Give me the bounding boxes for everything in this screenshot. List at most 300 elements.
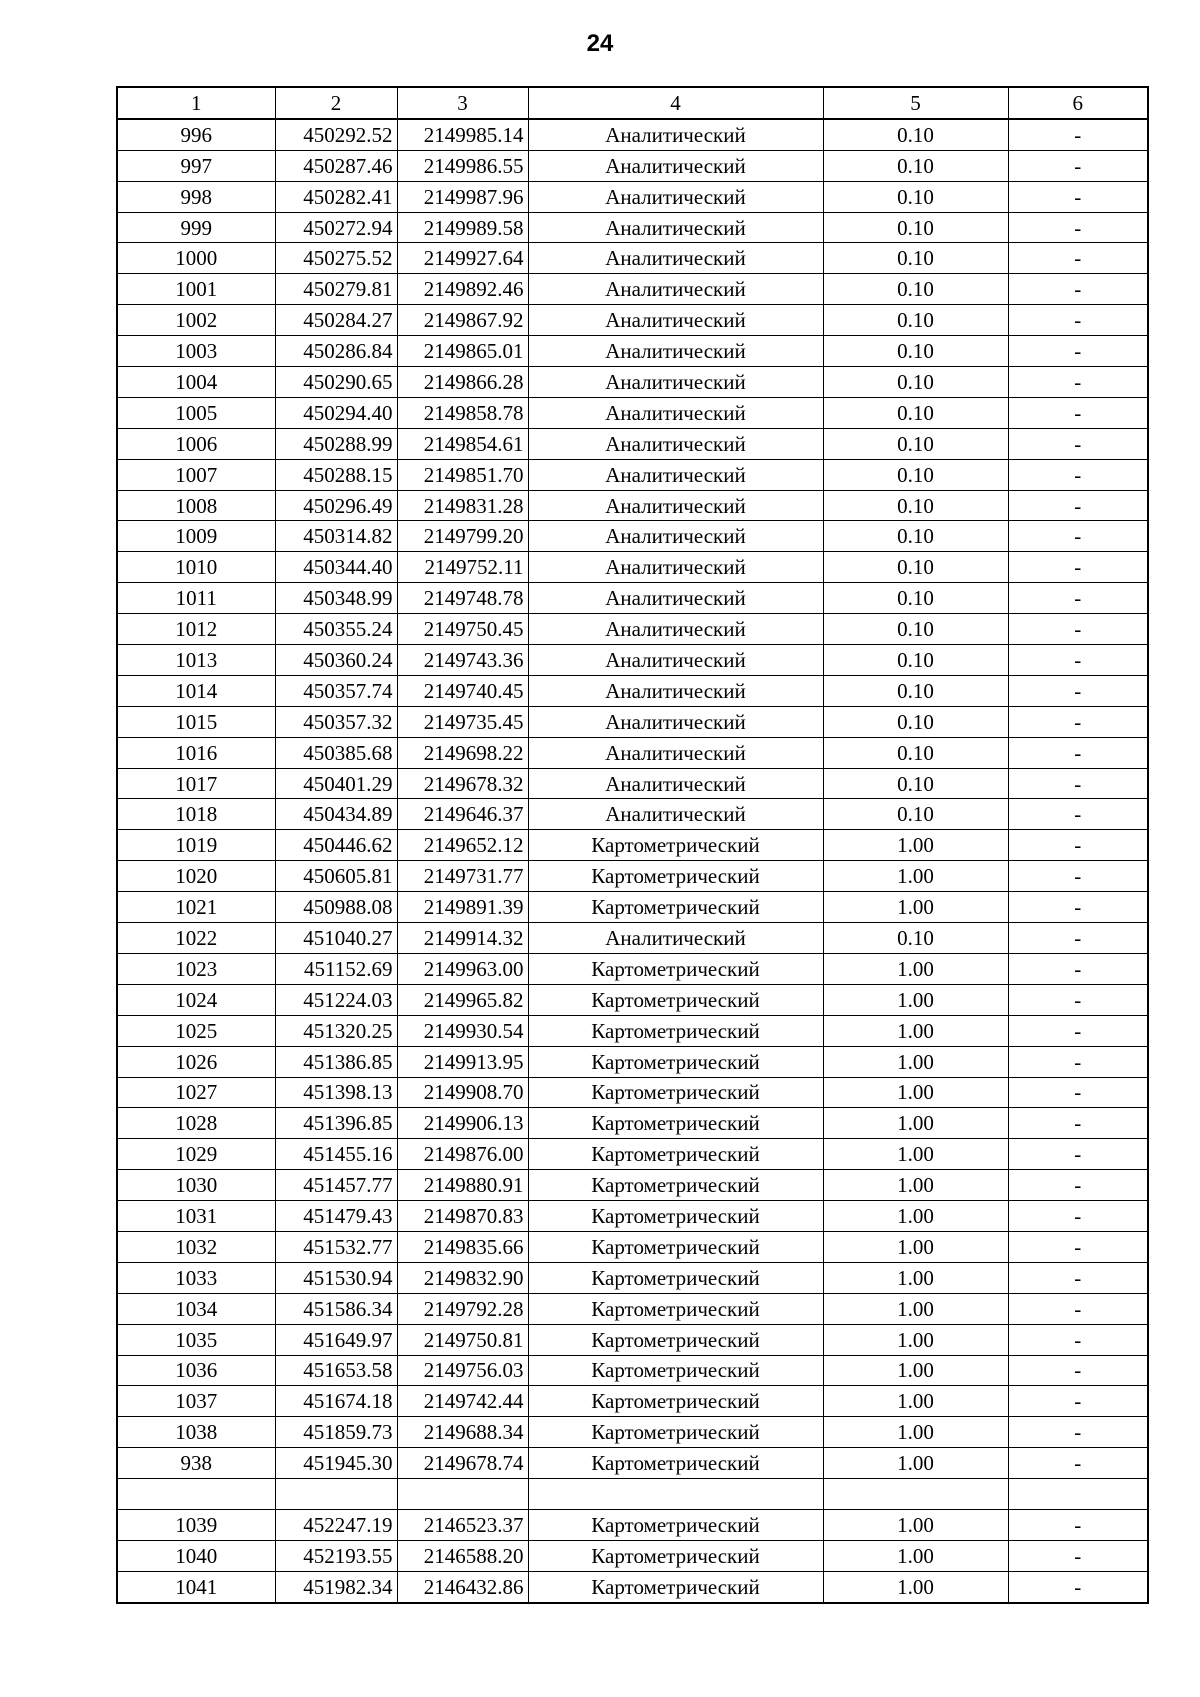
y-coordinate-cell: 2146523.37 (397, 1509, 528, 1540)
note-cell: - (1008, 1170, 1148, 1201)
note-cell: - (1008, 397, 1148, 428)
y-coordinate-cell: 2149965.82 (397, 984, 528, 1015)
method-cell: Картометрический (528, 1170, 823, 1201)
x-coordinate-cell: 450344.40 (275, 552, 397, 583)
accuracy-cell: 1.00 (823, 1015, 1008, 1046)
accuracy-cell (823, 1479, 1008, 1510)
y-coordinate-cell: 2149858.78 (397, 397, 528, 428)
table-row (117, 1170, 1148, 1201)
table-row (117, 953, 1148, 984)
note-cell: - (1008, 1386, 1148, 1417)
method-cell: Аналитический (528, 645, 823, 676)
table-row (117, 861, 1148, 892)
point-number-cell: 1034 (117, 1293, 275, 1324)
table-row (117, 552, 1148, 583)
note-cell: - (1008, 1571, 1148, 1602)
note-cell: - (1008, 1448, 1148, 1479)
note-cell: - (1008, 830, 1148, 861)
accuracy-cell: 0.10 (823, 583, 1008, 614)
y-coordinate-cell: 2149851.70 (397, 459, 528, 490)
y-coordinate-cell: 2149906.13 (397, 1108, 528, 1139)
x-coordinate-cell: 450314.82 (275, 521, 397, 552)
note-cell: - (1008, 181, 1148, 212)
x-coordinate-cell: 452193.55 (275, 1540, 397, 1571)
point-number-cell: 1007 (117, 459, 275, 490)
point-number-cell: 996 (117, 119, 275, 150)
method-cell: Аналитический (528, 397, 823, 428)
table-row (117, 274, 1148, 305)
x-coordinate-cell: 451530.94 (275, 1262, 397, 1293)
point-number-cell: 1024 (117, 984, 275, 1015)
accuracy-cell: 1.00 (823, 1386, 1008, 1417)
method-cell: Аналитический (528, 243, 823, 274)
coordinates-table (116, 86, 1149, 1604)
accuracy-cell: 0.10 (823, 305, 1008, 336)
x-coordinate-cell: 450284.27 (275, 305, 397, 336)
method-cell: Картометрический (528, 1417, 823, 1448)
table-row (117, 1231, 1148, 1262)
point-number-cell: 1001 (117, 274, 275, 305)
point-number-cell: 1033 (117, 1262, 275, 1293)
point-number-cell: 1018 (117, 799, 275, 830)
method-cell: Аналитический (528, 923, 823, 954)
table-row (117, 397, 1148, 428)
column-header-4: 4 (528, 87, 823, 119)
y-coordinate-cell: 2149989.58 (397, 212, 528, 243)
point-number-cell: 1037 (117, 1386, 275, 1417)
note-cell: - (1008, 1201, 1148, 1232)
accuracy-cell: 1.00 (823, 1231, 1008, 1262)
y-coordinate-cell: 2149678.32 (397, 768, 528, 799)
note-cell: - (1008, 645, 1148, 676)
x-coordinate-cell: 451649.97 (275, 1324, 397, 1355)
y-coordinate-cell: 2149688.34 (397, 1417, 528, 1448)
x-coordinate-cell: 450275.52 (275, 243, 397, 274)
method-cell: Картометрический (528, 1355, 823, 1386)
note-cell: - (1008, 984, 1148, 1015)
accuracy-cell: 0.10 (823, 243, 1008, 274)
point-number-cell: 1027 (117, 1077, 275, 1108)
table-row (117, 181, 1148, 212)
y-coordinate-cell: 2149750.45 (397, 614, 528, 645)
method-cell: Аналитический (528, 459, 823, 490)
point-number-cell: 1020 (117, 861, 275, 892)
table-body (117, 119, 1148, 1603)
method-cell: Картометрический (528, 1201, 823, 1232)
accuracy-cell: 1.00 (823, 984, 1008, 1015)
y-coordinate-cell: 2149750.81 (397, 1324, 528, 1355)
table-row (117, 830, 1148, 861)
note-cell: - (1008, 150, 1148, 181)
table-row (117, 737, 1148, 768)
point-number-cell: 1030 (117, 1170, 275, 1201)
method-cell: Картометрический (528, 892, 823, 923)
note-cell: - (1008, 521, 1148, 552)
accuracy-cell: 0.10 (823, 428, 1008, 459)
note-cell: - (1008, 1540, 1148, 1571)
note-cell: - (1008, 614, 1148, 645)
table-row (117, 1417, 1148, 1448)
accuracy-cell: 1.00 (823, 1201, 1008, 1232)
y-coordinate-cell: 2149867.92 (397, 305, 528, 336)
method-cell: Картометрический (528, 1139, 823, 1170)
note-cell: - (1008, 243, 1148, 274)
point-number-cell: 1003 (117, 336, 275, 367)
table-row (117, 305, 1148, 336)
method-cell: Картометрический (528, 1324, 823, 1355)
accuracy-cell: 0.10 (823, 768, 1008, 799)
table-header-row (117, 87, 1148, 119)
y-coordinate-cell: 2149987.96 (397, 181, 528, 212)
point-number-cell: 1038 (117, 1417, 275, 1448)
table-row (117, 1015, 1148, 1046)
note-cell: - (1008, 1417, 1148, 1448)
point-number-cell: 1021 (117, 892, 275, 923)
table-row (117, 1324, 1148, 1355)
note-cell: - (1008, 1293, 1148, 1324)
method-cell: Картометрический (528, 984, 823, 1015)
method-cell: Картометрический (528, 1231, 823, 1262)
point-number-cell: 1002 (117, 305, 275, 336)
point-number-cell: 1006 (117, 428, 275, 459)
method-cell: Аналитический (528, 428, 823, 459)
y-coordinate-cell: 2149892.46 (397, 274, 528, 305)
accuracy-cell: 1.00 (823, 1448, 1008, 1479)
point-number-cell: 1035 (117, 1324, 275, 1355)
note-cell: - (1008, 119, 1148, 150)
accuracy-cell: 1.00 (823, 1077, 1008, 1108)
accuracy-cell: 0.10 (823, 490, 1008, 521)
method-cell: Аналитический (528, 737, 823, 768)
point-number-cell: 1028 (117, 1108, 275, 1139)
y-coordinate-cell: 2149866.28 (397, 367, 528, 398)
method-cell: Картометрический (528, 1015, 823, 1046)
table-row (117, 645, 1148, 676)
method-cell: Аналитический (528, 367, 823, 398)
point-number-cell: 1009 (117, 521, 275, 552)
point-number-cell: 1008 (117, 490, 275, 521)
method-cell: Аналитический (528, 119, 823, 150)
method-cell: Аналитический (528, 336, 823, 367)
x-coordinate-cell: 450288.99 (275, 428, 397, 459)
y-coordinate-cell: 2149930.54 (397, 1015, 528, 1046)
x-coordinate-cell: 450357.74 (275, 675, 397, 706)
table-row (117, 1571, 1148, 1602)
y-coordinate-cell: 2149835.66 (397, 1231, 528, 1262)
x-coordinate-cell: 451859.73 (275, 1417, 397, 1448)
point-number-cell (117, 1479, 275, 1510)
y-coordinate-cell: 2149742.44 (397, 1386, 528, 1417)
note-cell: - (1008, 1108, 1148, 1139)
y-coordinate-cell: 2149799.20 (397, 521, 528, 552)
note-cell: - (1008, 1509, 1148, 1540)
accuracy-cell: 0.10 (823, 552, 1008, 583)
method-cell: Аналитический (528, 675, 823, 706)
y-coordinate-cell: 2149986.55 (397, 150, 528, 181)
x-coordinate-cell: 450348.99 (275, 583, 397, 614)
note-cell: - (1008, 706, 1148, 737)
method-cell: Аналитический (528, 490, 823, 521)
note-cell (1008, 1479, 1148, 1510)
method-cell: Аналитический (528, 150, 823, 181)
accuracy-cell: 1.00 (823, 1046, 1008, 1077)
accuracy-cell: 0.10 (823, 923, 1008, 954)
column-header-5: 5 (823, 87, 1008, 119)
accuracy-cell: 1.00 (823, 861, 1008, 892)
note-cell: - (1008, 428, 1148, 459)
point-number-cell: 1013 (117, 645, 275, 676)
point-number-cell: 998 (117, 181, 275, 212)
accuracy-cell: 1.00 (823, 830, 1008, 861)
x-coordinate-cell: 451398.13 (275, 1077, 397, 1108)
point-number-cell: 1032 (117, 1231, 275, 1262)
point-number-cell: 1022 (117, 923, 275, 954)
point-number-cell: 1012 (117, 614, 275, 645)
accuracy-cell: 1.00 (823, 1324, 1008, 1355)
note-cell: - (1008, 274, 1148, 305)
y-coordinate-cell: 2149880.91 (397, 1170, 528, 1201)
table-row (117, 1108, 1148, 1139)
table-row (117, 1509, 1148, 1540)
method-cell: Аналитический (528, 583, 823, 614)
y-coordinate-cell: 2149832.90 (397, 1262, 528, 1293)
y-coordinate-cell: 2149891.39 (397, 892, 528, 923)
accuracy-cell: 0.10 (823, 614, 1008, 645)
x-coordinate-cell (275, 1479, 397, 1510)
y-coordinate-cell: 2149646.37 (397, 799, 528, 830)
x-coordinate-cell: 451653.58 (275, 1355, 397, 1386)
accuracy-cell: 1.00 (823, 1170, 1008, 1201)
point-number-cell: 1019 (117, 830, 275, 861)
note-cell: - (1008, 490, 1148, 521)
note-cell: - (1008, 1262, 1148, 1293)
accuracy-cell: 1.00 (823, 1293, 1008, 1324)
x-coordinate-cell: 451040.27 (275, 923, 397, 954)
point-number-cell: 1025 (117, 1015, 275, 1046)
accuracy-cell: 0.10 (823, 397, 1008, 428)
accuracy-cell: 0.10 (823, 150, 1008, 181)
accuracy-cell: 0.10 (823, 336, 1008, 367)
method-cell: Аналитический (528, 768, 823, 799)
point-number-cell: 1041 (117, 1571, 275, 1602)
x-coordinate-cell: 451396.85 (275, 1108, 397, 1139)
y-coordinate-cell: 2149652.12 (397, 830, 528, 861)
x-coordinate-cell: 451386.85 (275, 1046, 397, 1077)
point-number-cell: 1015 (117, 706, 275, 737)
method-cell: Картометрический (528, 861, 823, 892)
table-row (117, 1201, 1148, 1232)
x-coordinate-cell: 450360.24 (275, 645, 397, 676)
note-cell: - (1008, 1231, 1148, 1262)
x-coordinate-cell: 450355.24 (275, 614, 397, 645)
y-coordinate-cell: 2146588.20 (397, 1540, 528, 1571)
y-coordinate-cell: 2149756.03 (397, 1355, 528, 1386)
table-row (117, 1262, 1148, 1293)
point-number-cell: 1031 (117, 1201, 275, 1232)
accuracy-cell: 0.10 (823, 367, 1008, 398)
point-number-cell: 997 (117, 150, 275, 181)
x-coordinate-cell: 450605.81 (275, 861, 397, 892)
accuracy-cell: 1.00 (823, 1571, 1008, 1602)
x-coordinate-cell: 452247.19 (275, 1509, 397, 1540)
table-row (117, 1046, 1148, 1077)
accuracy-cell: 0.10 (823, 274, 1008, 305)
note-cell: - (1008, 768, 1148, 799)
table-row (117, 892, 1148, 923)
table-row (117, 1293, 1148, 1324)
note-cell: - (1008, 1046, 1148, 1077)
x-coordinate-cell: 450290.65 (275, 367, 397, 398)
method-cell: Картометрический (528, 1448, 823, 1479)
accuracy-cell: 1.00 (823, 1540, 1008, 1571)
x-coordinate-cell: 451457.77 (275, 1170, 397, 1201)
note-cell: - (1008, 1139, 1148, 1170)
y-coordinate-cell: 2149743.36 (397, 645, 528, 676)
note-cell: - (1008, 1077, 1148, 1108)
table-row (117, 675, 1148, 706)
accuracy-cell: 0.10 (823, 706, 1008, 737)
column-header-1: 1 (117, 87, 275, 119)
table-row (117, 1077, 1148, 1108)
x-coordinate-cell: 450282.41 (275, 181, 397, 212)
point-number-cell: 1029 (117, 1139, 275, 1170)
x-coordinate-cell: 451945.30 (275, 1448, 397, 1479)
table-row (117, 150, 1148, 181)
x-coordinate-cell: 451982.34 (275, 1571, 397, 1602)
table-row (117, 768, 1148, 799)
x-coordinate-cell: 451532.77 (275, 1231, 397, 1262)
note-cell: - (1008, 892, 1148, 923)
point-number-cell: 1000 (117, 243, 275, 274)
table-row (117, 367, 1148, 398)
method-cell: Картометрический (528, 1077, 823, 1108)
note-cell: - (1008, 1015, 1148, 1046)
point-number-cell: 1016 (117, 737, 275, 768)
y-coordinate-cell (397, 1479, 528, 1510)
note-cell: - (1008, 675, 1148, 706)
note-cell: - (1008, 799, 1148, 830)
table-row (117, 459, 1148, 490)
method-cell: Картометрический (528, 1293, 823, 1324)
method-cell: Аналитический (528, 521, 823, 552)
y-coordinate-cell: 2149752.11 (397, 552, 528, 583)
x-coordinate-cell: 450279.81 (275, 274, 397, 305)
table-row (117, 521, 1148, 552)
note-cell: - (1008, 336, 1148, 367)
y-coordinate-cell: 2149731.77 (397, 861, 528, 892)
point-number-cell: 1039 (117, 1509, 275, 1540)
method-cell: Аналитический (528, 614, 823, 645)
x-coordinate-cell: 451152.69 (275, 953, 397, 984)
note-cell: - (1008, 923, 1148, 954)
point-number-cell: 1005 (117, 397, 275, 428)
y-coordinate-cell: 2149963.00 (397, 953, 528, 984)
y-coordinate-cell: 2146432.86 (397, 1571, 528, 1602)
x-coordinate-cell: 450292.52 (275, 119, 397, 150)
accuracy-cell: 0.10 (823, 521, 1008, 552)
y-coordinate-cell: 2149985.14 (397, 119, 528, 150)
column-header-6: 6 (1008, 87, 1148, 119)
method-cell: Аналитический (528, 305, 823, 336)
point-number-cell: 1026 (117, 1046, 275, 1077)
table-row (117, 336, 1148, 367)
column-header-2: 2 (275, 87, 397, 119)
method-cell: Аналитический (528, 552, 823, 583)
method-cell: Картометрический (528, 1571, 823, 1602)
method-cell: Картометрический (528, 1046, 823, 1077)
accuracy-cell: 0.10 (823, 799, 1008, 830)
point-number-cell: 1004 (117, 367, 275, 398)
table-row (117, 706, 1148, 737)
table-row (117, 490, 1148, 521)
x-coordinate-cell: 450296.49 (275, 490, 397, 521)
x-coordinate-cell: 451320.25 (275, 1015, 397, 1046)
table-row (117, 428, 1148, 459)
x-coordinate-cell: 450385.68 (275, 737, 397, 768)
method-cell: Картометрический (528, 1262, 823, 1293)
method-cell: Картометрический (528, 953, 823, 984)
point-number-cell: 999 (117, 212, 275, 243)
accuracy-cell: 0.10 (823, 675, 1008, 706)
method-cell: Аналитический (528, 212, 823, 243)
y-coordinate-cell: 2149927.64 (397, 243, 528, 274)
y-coordinate-cell: 2149865.01 (397, 336, 528, 367)
method-cell: Картометрический (528, 1108, 823, 1139)
point-number-cell: 1036 (117, 1355, 275, 1386)
column-header-3: 3 (397, 87, 528, 119)
table-row (117, 1448, 1148, 1479)
note-cell: - (1008, 953, 1148, 984)
note-cell: - (1008, 305, 1148, 336)
note-cell: - (1008, 212, 1148, 243)
note-cell: - (1008, 737, 1148, 768)
table-row (117, 212, 1148, 243)
accuracy-cell: 0.10 (823, 181, 1008, 212)
table-row (117, 583, 1148, 614)
table-row (117, 119, 1148, 150)
y-coordinate-cell: 2149678.74 (397, 1448, 528, 1479)
x-coordinate-cell: 451586.34 (275, 1293, 397, 1324)
x-coordinate-cell: 450288.15 (275, 459, 397, 490)
method-cell: Аналитический (528, 181, 823, 212)
y-coordinate-cell: 2149908.70 (397, 1077, 528, 1108)
accuracy-cell: 0.10 (823, 645, 1008, 676)
accuracy-cell: 1.00 (823, 892, 1008, 923)
x-coordinate-cell: 451224.03 (275, 984, 397, 1015)
table-row (117, 1386, 1148, 1417)
x-coordinate-cell: 450272.94 (275, 212, 397, 243)
y-coordinate-cell: 2149792.28 (397, 1293, 528, 1324)
note-cell: - (1008, 861, 1148, 892)
method-cell: Картометрический (528, 1540, 823, 1571)
y-coordinate-cell: 2149854.61 (397, 428, 528, 459)
accuracy-cell: 1.00 (823, 1108, 1008, 1139)
page-number: 24 (586, 30, 614, 57)
x-coordinate-cell: 451674.18 (275, 1386, 397, 1417)
note-cell: - (1008, 1355, 1148, 1386)
x-coordinate-cell: 451455.16 (275, 1139, 397, 1170)
x-coordinate-cell: 450357.32 (275, 706, 397, 737)
y-coordinate-cell: 2149698.22 (397, 737, 528, 768)
method-cell: Картометрический (528, 1509, 823, 1540)
table-row (117, 984, 1148, 1015)
y-coordinate-cell: 2149748.78 (397, 583, 528, 614)
method-cell (528, 1479, 823, 1510)
method-cell: Аналитический (528, 799, 823, 830)
accuracy-cell: 1.00 (823, 1262, 1008, 1293)
method-cell: Аналитический (528, 274, 823, 305)
x-coordinate-cell: 450286.84 (275, 336, 397, 367)
